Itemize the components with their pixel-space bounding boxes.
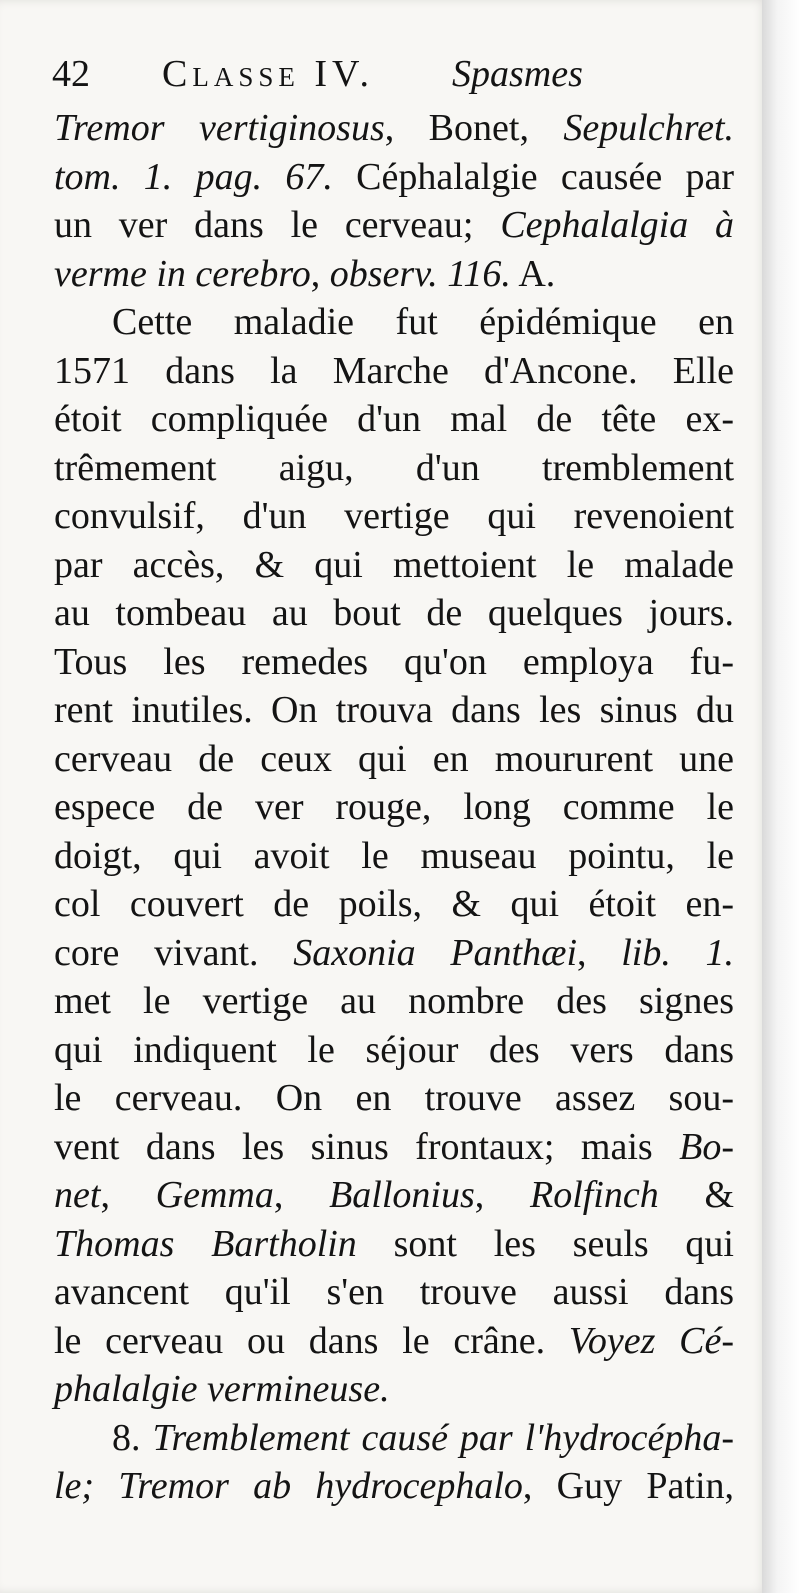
running-subtitle: Spasmes [452, 53, 583, 95]
text-segment: un ver dans le cerveau; [54, 204, 501, 246]
italic-segment: Saxonia Panthæi [293, 931, 578, 974]
text-segment: core vivant. [54, 931, 294, 974]
text-segment: Cette maladie fut épidémique en [112, 301, 734, 343]
italic-segment: Rolfinch [529, 1174, 659, 1216]
italic-segment: observ. 116. [329, 252, 511, 295]
italic-segment: Bo- [679, 1125, 734, 1168]
running-title: Classe IV. [162, 53, 375, 95]
text-segment: met le vertige au nombre des signes [54, 980, 734, 1022]
text-line [54, 832, 734, 881]
text-segment: Tous les remedes qu'on employa fu- [54, 640, 734, 683]
italic-segment: Ballonius [329, 1174, 475, 1216]
text-segment: & [658, 1174, 735, 1216]
text-line [54, 201, 734, 250]
text-line [54, 395, 734, 444]
text-segment: sont les seuls qui [356, 1222, 734, 1265]
text-line [54, 1171, 734, 1220]
text-segment: A. [510, 252, 556, 295]
text-segment: étoit compliquée d'un mal de tête ex- [54, 398, 734, 440]
text-line [54, 1268, 734, 1317]
text-line [54, 492, 734, 541]
text-segment: , [577, 931, 622, 974]
text-segment: 8. [112, 1416, 153, 1459]
text-line [54, 686, 734, 735]
text-line [54, 1365, 734, 1414]
text-line [54, 783, 734, 832]
text-segment: , Bonet, [384, 107, 564, 149]
text-line [54, 1317, 734, 1366]
text-segment: , [310, 252, 330, 295]
text-line [54, 880, 734, 929]
text-segment: 1571 dans la Marche d'Ancone. Elle [54, 349, 734, 392]
text-segment: avancent qu'il s'en trouve aussi dans [54, 1271, 734, 1313]
text-line [54, 929, 734, 978]
text-line [54, 589, 734, 638]
text-line [54, 1462, 734, 1511]
text-segment: le cerveau ou dans le crâne. [54, 1319, 569, 1362]
italic-segment: net [54, 1174, 101, 1216]
text-segment: , Guy Patin, [522, 1465, 735, 1507]
text-line [54, 735, 734, 784]
text-line [54, 541, 734, 590]
text-line [54, 347, 734, 396]
text-segment: trêmement aigu, d'un tremblement [54, 446, 734, 489]
italic-segment: le; Tremor ab hydrocephalo [54, 1465, 523, 1507]
italic-segment: Tremblement causé par l'hydrocépha- [152, 1416, 735, 1459]
text-segment: , [100, 1174, 156, 1216]
text-line [54, 298, 734, 347]
italic-segment: tom. 1. pag. 67. [54, 155, 333, 198]
text-line [54, 1414, 734, 1463]
text-line [54, 1220, 734, 1269]
italic-segment: Voyez Cé- [568, 1319, 735, 1362]
text-segment: cerveau de ceux qui en moururent une [54, 737, 734, 780]
text-line [54, 1026, 734, 1075]
text-segment: convulsif, d'un vertige qui revenoient [54, 495, 734, 537]
text-line [54, 104, 734, 153]
italic-segment: Gemma [155, 1174, 274, 1216]
text-segment: Céphalalgie causée par [332, 155, 734, 198]
text-line [54, 638, 734, 687]
italic-segment: Tremor vertiginosus [54, 107, 385, 149]
text-line [54, 250, 734, 299]
page-edge [762, 0, 800, 1593]
text-line [54, 1123, 734, 1172]
text-segment: , [273, 1174, 330, 1216]
text-line [54, 444, 734, 493]
text-segment: rent inutiles. On trouva dans les sinus du [54, 689, 734, 731]
body-text [54, 104, 734, 1511]
italic-segment: Cephalalgia à [500, 204, 735, 246]
text-line [54, 1074, 734, 1123]
text-segment: col couvert de poils, & qui étoit en- [54, 883, 734, 925]
italic-segment: Thomas Bartholin [54, 1222, 357, 1265]
text-segment: vent dans les sinus frontaux; mais [54, 1125, 680, 1168]
text-segment: doigt, qui avoit le museau pointu, le [54, 834, 734, 877]
text-segment: , [474, 1174, 530, 1216]
text-line [54, 153, 734, 202]
text-segment: par accès, & qui mettoient le malade [54, 543, 734, 586]
text-segment: qui indiquent le séjour des vers dans [54, 1028, 734, 1071]
text-line [54, 977, 734, 1026]
page-number: 42 [52, 53, 90, 95]
text-segment: le cerveau. On en trouve assez sou- [54, 1077, 734, 1119]
italic-segment: phalalgie vermineuse. [54, 1368, 390, 1410]
italic-segment: Sepulchret. [563, 107, 734, 149]
italic-segment: verme in cerebro [54, 252, 311, 295]
running-header [50, 52, 750, 102]
text-segment: espece de ver rouge, long comme le [54, 786, 734, 828]
italic-segment: lib. 1. [621, 931, 734, 974]
text-segment: au tombeau au bout de quelques jours. [54, 592, 734, 634]
